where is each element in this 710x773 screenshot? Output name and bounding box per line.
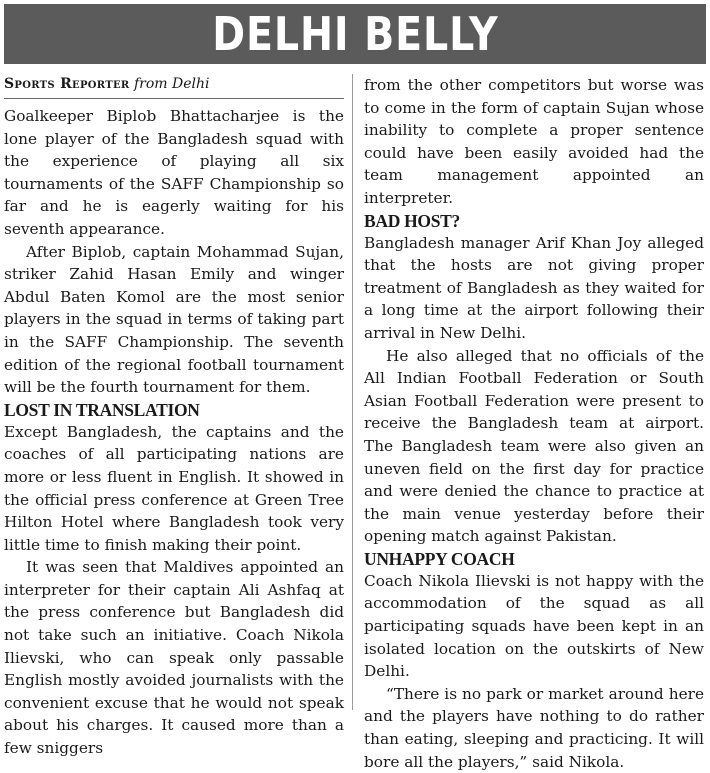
subheading-lost-in-translation: LOST IN TRANSLATION — [4, 399, 200, 420]
paragraph-5: from the other competitors but worse was to come in the form of captain Sujan whose inability to complete a proper sentence could have been easily avoided had the team management appointed an interpreter. — [364, 76, 704, 207]
paragraph-9: “There is no park or market around here and the players have nothing to do rather than eating, sleeping and practicing. It will bore all the players,” said Nikola. — [364, 684, 704, 771]
subheading-bad-host: BAD HOST? — [364, 210, 461, 231]
paragraph-6: Bangladesh manager Arif Khan Joy alleged that the hosts are not giving proper treatment of Bangladesh as they waited for a long time at the airport following their arrival in New Delhi. — [364, 233, 704, 342]
paragraph-8: Coach Nikola Ilievski is not happy with the accommodation of the squad as all participating squads have been kept in an isolated location on the outskirts of New Delhi. — [364, 571, 704, 681]
left-column — [4, 74, 344, 760]
paragraph-2: After Biplob, captain Mohammad Sujan, striker Zahid Hasan Emily and winger Abdul Baten Komol are the most senior players in the squad in terms of taking part in the SAFF Championship. The seventh edition of the regional football tournament will be the fourth tournament for them. — [4, 242, 344, 397]
paragraph-1: Goalkeeper Biplob Bhattacharjee is the lone player of the Bangladesh squad with the experience of playing all six tournaments of the SAFF Championship so far and he is eagerly waiting for his seventh appearance. — [4, 107, 344, 238]
right-column — [364, 74, 704, 773]
headline-title: DELHI BELLY — [211, 7, 499, 61]
byline-location: from Delhi — [133, 76, 210, 92]
headline-banner — [4, 4, 706, 64]
paragraph-7: He also alleged that no officials of the All Indian Football Federation or South Asian Football Federation were present to receive the Bangladesh team at airport. The Bangladesh team were also given an uneven field on the first day for practice and were denied the chance to practice at the main venue yesterday before their opening match against Pakistan. — [364, 346, 704, 546]
paragraph-3: Except Bangladesh, the captains and the coaches of all participating nations are more or less fluent in English. It showed in the official press conference at Green Tree Hilton Hotel where Bangladesh took very little time to finish making their point. — [4, 422, 344, 554]
column-divider — [352, 74, 353, 710]
subheading-unhappy-coach: UNHAPPY COACH — [364, 548, 515, 569]
byline — [4, 74, 344, 99]
byline-reporter: Sports Reporter — [4, 76, 130, 92]
paragraph-4: It was seen that Maldives appointed an interpreter for their captain Ali Ashfaq at the press conference but Bangladesh did not take such an initiative. Coach Nikola Ilievski, who can speak only passable English mostly avoided journalists with the convenient excuse that he would not speak about his charges. It caused more than a few sniggers — [4, 558, 344, 758]
